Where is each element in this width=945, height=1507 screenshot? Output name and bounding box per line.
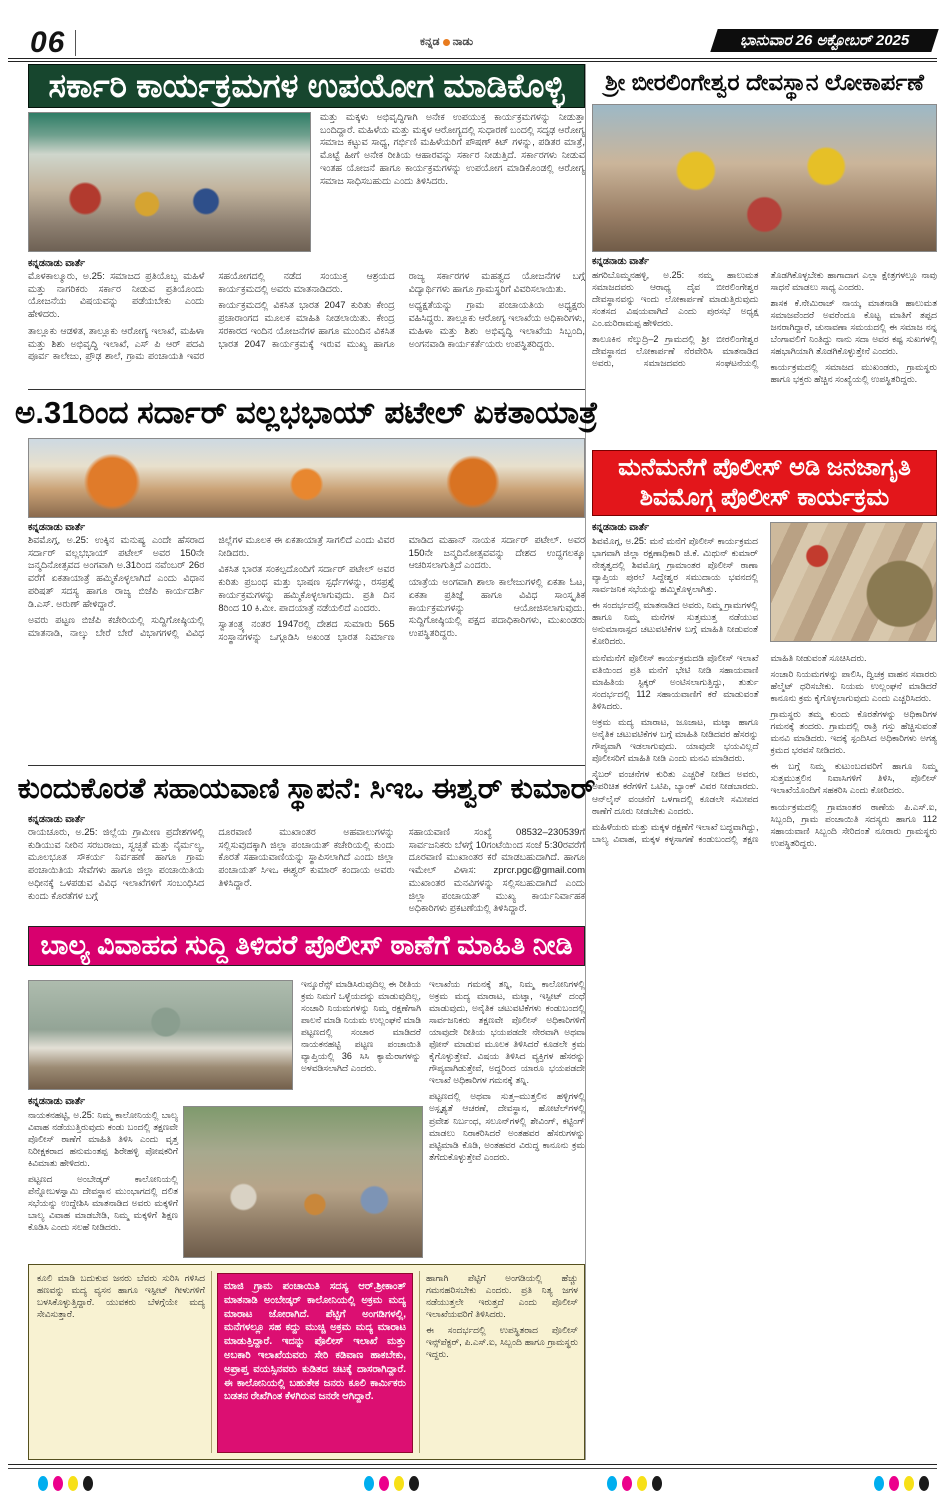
registration-dot-group — [874, 1476, 929, 1491]
body-paragraph: ಹಗರಿಬೊಮ್ಮನಹಳ್ಳಿ, ಅ.25: ನಮ್ಮ ಹಾಲುಮತ ಸಮಾಜದವರು ಆರಾಧ್ಯ ದೈವ ಬೀರಲಿಂಗೇಶ್ವರ ದೇವಸ್ಥಾನವನ್ನು ಇಂದು ಲೋಕಾರ್ಪಣೆ ಮಾಡುತ್ತಿರುವುದು ಸಂತಸದ ವಿಷಯವಾಗಿದೆ ಎಂದು ಪುರಸಭೆ ಅಧ್ಯಕ್ಷ ಎಂ.ಮರಿರಾಮಪ್ಪ ಹೇಳಿದರು. — [592, 270, 759, 329]
body-paragraph: ಮನೆಮನೆಗೆ ಪೊಲೀಸ್ ಕಾರ್ಯಕ್ರಮದಡಿ ಪೊಲೀಸ್ ಇಲಾಖೆ ವತಿಯಿಂದ ಪ್ರತಿ ಮನೆಗೆ ಭೇಟಿ ನೀಡಿ ಸಹಾಯವಾಣಿ ಮಾಹಿತಿಯ ಸ್ಟಿಕ್ಕರ್ ಅಂಟಿಸಲಾಗುತ್ತಿದ್ದು, ತುರ್ತು ಸಂದರ್ಭದಲ್ಲಿ 112 ಸಹಾಯವಾಣಿಗೆ ಕರೆ ಮಾಡುವಂತೆ ತಿಳಿಸಿದರು. — [592, 653, 759, 712]
news-agency-byline: ಕನ್ನಡನಾಡು ವಾರ್ತೆ — [28, 522, 86, 533]
body-paragraph: ಈ ಬಗ್ಗೆ ನಿಮ್ಮ ಕುಟುಂಬದವರಿಗೆ ಹಾಗೂ ನಿಮ್ಮ ಸುತ್ತಮುತ್ತಲಿನ ನಿವಾಸಿಗಳಿಗೆ ತಿಳಿಸಿ, ಪೊಲೀಸ್ ಇಲಾಖೆಯೊಂದಿಗೆ ಸಹಕರಿಸಿ ಎಂದು ಕೋರಿದರು. — [770, 761, 937, 796]
masthead — [420, 36, 473, 49]
news-agency-byline: ಕನ್ನಡನಾಡು ವಾರ್ತೆ — [592, 256, 650, 267]
news-agency-byline: ಕನ್ನಡನಾಡು ವಾರ್ತೆ — [28, 1096, 86, 1107]
black-dot-icon — [409, 1476, 419, 1491]
patel-yatra-body — [28, 522, 585, 762]
column-rule — [211, 1271, 212, 1453]
body-paragraph: ಇನ್ಶೂರೆನ್ಸ್ ಮಾಡಿಸಿರುವುದಿಲ್ಲ ಈ ರೀತಿಯ ಕ್ರಮ ನಿಮಗೆ ಒಳ್ಳೆಯದನ್ನು ಮಾಡುವುದಿಲ್ಲ, ಸಂಚಾರಿ ನಿಯಮಗಳನ್ನು ನಿಮ್ಮ ರಕ್ಷಣೆಗಾಗಿ ಪಾಲನೆ ಮಾಡಿ ನಿಯಮ ಉಲ್ಲಂಘನೆ ಮಾಡಿ ಪಟ್ಟಣದಲ್ಲಿ ಸಂಚಾರ ಮಾಡಿದರೆ ನಾಯಕನಹಟ್ಟಿ ಪಟ್ಟಣ ಪಂಚಾಯಿತಿ ವ್ಯಾಪ್ತಿಯಲ್ಲಿ 36 ಸಿಸಿ ಕ್ಯಾಮೆರಾಗಳನ್ನು ಅಳವಡಿಸಲಾಗಿದೆ ಎಂದರು. — [301, 979, 421, 1074]
magenta-dot-icon — [379, 1476, 389, 1491]
body-paragraph: ಪಟ್ಟಣದಲ್ಲಿ ಅಥವಾ ಸುತ್ತ–ಮುತ್ತಲಿನ ಹಳ್ಳಿಗಳಲ್ಲಿ ಅಸ್ಪೃಶ್ಯತೆ ಆಚರಣೆ, ದೇವಸ್ಥಾನ, ಹೋಟೆಲ್‌ಗಳಲ್ಲಿ ಪ್ರವೇಶ ನಿರ್ಬಂಧ, ಸಲೂನ್‌ಗಳಲ್ಲಿ ಶೇವಿಂಗ್, ಕಟ್ಟಿಂಗ್ ಮಾಡಲು ನಿರಾಕರಿಸಿದರೆ ಅಂತಹವರ ಹೆಸರುಗಳನ್ನು ಪಟ್ಟಿಮಾಡಿ ಕೊಡಿ, ಅಂತಹವರ ವಿರುದ್ಧ ಕಾನೂನು ಕ್ರಮ ತೆಗೆದುಕೊಳ್ಳುತ್ತೇವೆ ಎಂದರು. — [429, 1091, 585, 1162]
body-paragraph: ರಾಯಚೂರು, ಅ.25: ಜಿಲ್ಲೆಯ ಗ್ರಾಮೀಣ ಪ್ರದೇಶಗಳಲ್ಲಿ ಕುಡಿಯುವ ನೀರಿನ ಸರಬರಾಜು, ಸ್ವಚ್ಛತೆ ಮತ್ತು ನೈರ್ಮಲ್ಯ, ಮೂಲಭೂತ ಸೌಕರ್ಯ ನಿರ್ವಹಣೆ ಹಾಗೂ ಗ್ರಾಮ ಪಂಚಾಯಿತಿಯ ಸೇವೆಗಳು ಹಾಗೂ ಜಿಲ್ಲಾ ಪಂಚಾಯಿತಿಯ ಅಧೀನಕ್ಕೆ ಒಳಪಡುವ ವಿವಿಧ ಇಲಾಖೆಗಳಿಗೆ ಸಂಬಂಧಿಸಿದ ಕುಂದು ಕೊರತೆಗಳ ಬಗ್ಗೆ — [28, 827, 205, 902]
temple-headline: ಶ್ರೀ ಬೀರಲಿಂಗೇಶ್ವರ ದೇವಸ್ಥಾನ ಲೋಕಾರ್ಪಣೆ — [605, 68, 924, 95]
body-paragraph: ಕಾರ್ಯಕ್ರಮದಲ್ಲಿ ಸಮಾಜದ ಮುಖಂಡರು, ಗ್ರಾಮಸ್ಥರು ಹಾಗೂ ಭಕ್ತರು ಹೆಚ್ಚಿನ ಸಂಖ್ಯೆಯಲ್ಲಿ ಉಪಸ್ಥಿತರಿದ್ದರು. — [770, 362, 937, 385]
cyan-dot-icon — [364, 1476, 374, 1491]
news-agency-byline: ಕನ್ನಡನಾಡು ವಾರ್ತೆ — [592, 522, 650, 533]
black-dot-icon — [652, 1476, 662, 1491]
helpline-body — [28, 814, 585, 920]
body-paragraph: ದೂರವಾಣಿ ಮುಖಾಂತರ ಅಹವಾಲುಗಳನ್ನು ಸಲ್ಲಿಸುವುದಕ್ಕಾಗಿ ಜಿಲ್ಲಾ ಪಂಚಾಯತ್ ಕಚೇರಿಯಲ್ಲಿ ಕುಂದು ಕೊರತೆ ಸಹಾಯವಾಣಿಯನ್ನು ಸ್ಥಾಪಿಸಲಾಗಿದೆ ಎಂದು ಜಿಲ್ಲಾ ಪಂಚಾಯತ್ ಸಿಇಒ ಈಶ್ವರ್ ಕುಮಾರ್ ಕಂದಾಯ ಅವರು ತಿಳಿಸಿದ್ದಾರೆ. — [218, 827, 395, 889]
temple-body — [592, 256, 937, 446]
column-rule — [419, 1271, 420, 1453]
body-paragraph: ಹಾಗಾಗಿ ಪೆಟ್ಟಿಗೆ ಅಂಗಡಿಯಲ್ಲಿ ಹೆಚ್ಚು ಗಮನಹರಿಸಬೇಕು ಎಂದರು. ಪ್ರತಿ ನಿತ್ಯ ಜಗಳ ನಡೆಯುತ್ತಲೇ ಇರುತ್ತದೆ ಎಂದು ಪೊಲೀಸ್ ಇಲಾಖೆಯವರಿಗೆ ತಿಳಿಸಿದರು. — [426, 1273, 578, 1320]
body-paragraph: ಶಾಸಕ ಕೆ.ನೇಮಿರಾಜ್ ನಾಯ್ಕ ಮಾತನಾಡಿ ಹಾಲುಮತ ಸಮಾಜವೆಂದರೆ ಅವರೆಂದೂ ಕೊಟ್ಟ ಮಾತಿಗೆ ತಪ್ಪದ ಜನರಾಗಿದ್ದಾರೆ, ಚುನಾವಣಾ ಸಮಯದಲ್ಲಿ ಈ ಸಮಾಜ ನನ್ನ ಬೆಂಗಾವಲಿಗೆ ನಿಂತಿದ್ದು ನಾನು ಸದಾ ಅವರ ಕಷ್ಟ ಸುಖಗಳಲ್ಲಿ ಸಹಭಾಗಿಯಾಗಿ ತೊಡಗಿಕೊಳ್ಳುತ್ತೇನೆ ಎಂದರು. — [770, 298, 937, 357]
helpline-headline: ಕುಂದುಕೊರತೆ ಸಹಾಯವಾಣಿ ಸ್ಥಾಪನೆ: ಸಿಇಒ ಈಶ್ವರ್ ಕುಮಾರ್ — [17, 772, 596, 805]
govt-schemes-lead — [320, 112, 585, 254]
body-paragraph: ವಿಕಸಿತ ಭಾರತ ಸಂಕಲ್ಪದೊಂದಿಗೆ ಸರ್ದಾರ್ ಪಟೇಲ್ ಅವರ ಕುರಿತು ಪ್ರಬಂಧ ಮತ್ತು ಭಾಷಣ ಸ್ಪರ್ಧೆಗಳನ್ನು, ರಸಪ್ರಶ್ನೆ ಕಾರ್ಯಕ್ರಮಗಳನ್ನು ಹಮ್ಮಿಕೊಳ್ಳಲಾಗುವುದು. ಪ್ರತಿ ದಿನ 8ರಿಂದ 10 ಕಿ.ಮೀ. ಪಾದಯಾತ್ರೆ ನಡೆಯಲಿದೆ ಎಂದರು. — [218, 564, 395, 614]
cream-right-column — [426, 1272, 578, 1452]
body-paragraph: ಸ್ವಾತಂತ್ರ್ಯ ನಂತರ 1947ರಲ್ಲಿ ದೇಶದ ಸುಮಾರು 565 ಸಂಸ್ಥಾನಗಳನ್ನು ಒಗ್ಗೂಡಿಸಿ ಅಖಂಡ ಭಾರತ ನಿರ್ಮಾಣ ಮಾಡಿದ ಮಹಾನ್ ನಾಯಕ ಸರ್ದಾರ್ ಪಟೇಲ್. ಅವರ 150ನೇ ಜನ್ಮದಿನೋತ್ಸವವನ್ನು ದೇಶದ ಉದ್ದಗಲಕ್ಕೂ ಆಚರಿಸಲಾಗುತ್ತಿದೆ ಎಂದರು. — [218, 535, 585, 644]
body-paragraph: ಕಾರ್ಯಕ್ರಮದಲ್ಲಿ ಗ್ರಾಮಾಂತರ ಠಾಣೆಯ ಪಿ.ಎಸ್.ಐ, ಸಿಬ್ಬಂದಿ, ಗ್ರಾಮ ಪಂಚಾಯಿತಿ ಸದಸ್ಯರು ಹಾಗೂ 112 ಸಹಾಯವಾಣಿ ಸಿಬ್ಬಂದಿ ಸೇರಿದಂತೆ ನೂರಾರು ಗ್ರಾಮಸ್ಥರು ಉಪಸ್ಥಿತರಿದ್ದರು. — [770, 801, 937, 848]
yellow-dot-icon — [68, 1476, 78, 1491]
police-door-lead — [592, 535, 758, 651]
magenta-dot-icon — [889, 1476, 899, 1491]
masthead-right: ನಾಡು — [452, 36, 474, 48]
masthead-left: ಕನ್ನಡ — [420, 36, 440, 48]
temple-photo — [592, 104, 937, 252]
body-paragraph: ಸಹಾಯವಾಣಿ ಸಂಖ್ಯೆ 08532–230539ಗೆ ಸಾರ್ವಜನಿಕರು ಬೆಳಗ್ಗೆ 10ಗಂಟೆಯಿಂದ ಸಂಜೆ 5:30ರವರೆಗೆ ದೂರವಾಣಿ ಮುಖಾಂತರ ಕರೆ ಮಾಡಬಹುದಾಗಿದೆ. ಹಾಗೂ ಇಮೇಲ್ ವಿಳಾಸ: zprcr.pgc@gmail.com ಮುಖಾಂತರ ಮನವಿಗಳನ್ನು ಸಲ್ಲಿಸಬಹುದಾಗಿದೆ ಎಂದು ಜಿಲ್ಲಾ ಪಂಚಾಯತ್ ಮುಖ್ಯ ಕಾರ್ಯನಿರ್ವಾಹಕ ಅಧಿಕಾರಿಗಳು ಪ್ರಕಟಣೆಯಲ್ಲಿ ತಿಳಿಸಿದ್ದಾರೆ. — [408, 827, 585, 915]
govt-schemes-photo — [28, 112, 311, 252]
magenta-dot-icon — [53, 1476, 63, 1491]
header-rule — [8, 58, 937, 62]
body-paragraph: ಸೈಬರ್ ವಂಚನೆಗಳ ಕುರಿತು ಎಚ್ಚರಿಕೆ ನೀಡಿದ ಅವರು, ಅಪರಿಚಿತ ಕರೆಗಳಿಗೆ ಒಟಿಪಿ, ಬ್ಯಾಂಕ್ ವಿವರ ನೀಡಬಾರದು. ಆನ್‌ಲೈನ್ ವಂಚನೆಗೆ ಒಳಗಾದಲ್ಲಿ ಕೂಡಲೇ ಸಮೀಪದ ಠಾಣೆಗೆ ದೂರು ನೀಡಬೇಕು ಎಂದರು. — [592, 769, 759, 816]
body-paragraph: ಶಿವಮೊಗ್ಗ, ಅ.25: ಮನೆ ಮನೆಗೆ ಪೊಲೀಸ್ ಕಾರ್ಯಕ್ರಮದ ಭಾಗವಾಗಿ ಜಿಲ್ಲಾ ರಕ್ಷಣಾಧಿಕಾರಿ ಜಿ.ಕೆ. ಮಿಥುನ್ ಕುಮಾರ್ ನೇತೃತ್ವದಲ್ಲಿ ಶಿವಮೊಗ್ಗ ಗ್ರಾಮಾಂತರ ಪೊಲೀಸ್ ಠಾಣಾ ವ್ಯಾಪ್ತಿಯ ಪುರಲೆ ಸಿದ್ದೇಶ್ವರ ಸಮುದಾಯ ಭವನದಲ್ಲಿ ಸಾರ್ವಜನಿಕ ಸಭೆಯನ್ನು ಹಮ್ಮಿಕೊಳ್ಳಲಾಗಿತ್ತು. — [592, 536, 758, 595]
body-paragraph: ಮಹಿಳೆಯರು ಮತ್ತು ಮಕ್ಕಳ ರಕ್ಷಣೆಗೆ ಇಲಾಖೆ ಬದ್ಧವಾಗಿದ್ದು, ಬಾಲ್ಯ ವಿವಾಹ, ಮಕ್ಕಳ ಕಳ್ಳಸಾಗಣೆ ಕಂಡುಬಂದಲ್ಲಿ ತಕ್ಷಣ ಮಾಹಿತಿ ನೀಡುವಂತೆ ಸೂಚಿಸಿದರು. — [592, 653, 867, 844]
child-marriage-cream-box — [28, 1264, 585, 1460]
child-marriage-right-col — [429, 978, 585, 1260]
registration-dot-group — [607, 1476, 662, 1491]
child-marriage-crowd-photo — [183, 1106, 423, 1258]
police-sticker-photo — [770, 522, 937, 642]
cyan-dot-icon — [874, 1476, 884, 1491]
body-paragraph: ಸಂಚಾರಿ ನಿಯಮಗಳನ್ನು ಪಾಲಿಸಿ, ದ್ವಿಚಕ್ರ ವಾಹನ ಸವಾರರು ಹೆಲ್ಮೆಟ್ ಧರಿಸಬೇಕು. ನಿಯಮ ಉಲ್ಲಂಘನೆ ಮಾಡಿದರೆ ಕಾನೂನು ಕ್ರಮ ಕೈಗೊಳ್ಳಲಾಗುವುದು ಎಂದು ಎಚ್ಚರಿಸಿದರು. — [770, 669, 937, 704]
child-marriage-article — [28, 972, 585, 1462]
registration-dot-group — [38, 1476, 93, 1491]
yellow-dot-icon — [904, 1476, 914, 1491]
body-paragraph: ತಾಲೂಕಿನ ನೆಲ್ಕುದ್ರಿ–2 ಗ್ರಾಮದಲ್ಲಿ ಶ್ರೀ ಬೀರಲಿಂಗೇಶ್ವರ ದೇವಸ್ಥಾನದ ಲೋಕಾರ್ಪಣೆ ನೆರವೇರಿಸಿ ಮಾತನಾಡಿದ ಅವರು, ಸಮಾಜದವರು ಸಂಘಟನೆಯಲ್ಲಿ ತೊಡಗಿಕೊಳ್ಳಬೇಕು ಹಾಗಾದಾಗ ಎಲ್ಲಾ ಕ್ಷೇತ್ರಗಳಲ್ಲೂ ನಾವು ಸಾಧನೆ ಮಾಡಲು ಸಾಧ್ಯ ಎಂದರು. — [592, 270, 937, 369]
date-banner: ಭಾನುವಾರ 26 ಅಕ್ಟೋಬರ್ 2025 — [710, 29, 939, 52]
header-left — [30, 26, 76, 60]
cream-left-column — [37, 1272, 205, 1452]
police-door-body — [592, 652, 937, 1458]
masthead-dot-icon — [443, 39, 450, 46]
body-paragraph: ಅಧ್ಯಕ್ಷತೆಯನ್ನು ಗ್ರಾಮ ಪಂಚಾಯತಿಯ ಅಧ್ಯಕ್ಷರು ವಹಿಸಿದ್ದರು. ತಾಲ್ಲೂಕು ಆರೋಗ್ಯ ಇಲಾಖೆಯ ಅಧಿಕಾರಿಗಳು, ಮಹಿಳಾ ಮತ್ತು ಶಿಶು ಅಭಿವೃದ್ಧಿ ಇಲಾಖೆಯ ಸಿಬ್ಬಂದಿ, ಅಂಗನವಾಡಿ ಕಾರ್ಯಕರ್ತೆಯರು ಉಪಸ್ಥಿತರಿದ್ದರು. — [408, 300, 585, 350]
body-paragraph: ಅಕ್ರಮ ಮದ್ಯ ಮಾರಾಟ, ಜೂಜಾಟ, ಮಟ್ಕಾ ಹಾಗೂ ಅನೈತಿಕ ಚಟುವಟಿಕೆಗಳ ಬಗ್ಗೆ ಮಾಹಿತಿ ನೀಡಿದವರ ಹೆಸರನ್ನು ಗೌಪ್ಯವಾಗಿ ಇಡಲಾಗುವುದು. ಯಾವುದೇ ಭಯವಿಲ್ಲದೆ ಪೊಲೀಸರಿಗೆ ಮಾಹಿತಿ ನೀಡಿ ಎಂದು ಮನವಿ ಮಾಡಿದರು. — [592, 717, 759, 764]
yellow-dot-icon — [394, 1476, 404, 1491]
body-paragraph: ಈ ಸಂದರ್ಭದಲ್ಲಿ ಮಾತನಾಡಿದ ಅವರು, ನಿಮ್ಮ ಗ್ರಾಮಗಳಲ್ಲಿ ಹಾಗೂ ನಿಮ್ಮ ಮನೆಗಳ ಸುತ್ತಮುತ್ತ ನಡೆಯುವ ಅನುಮಾನಾಸ್ಪದ ಚಟುವಟಿಕೆಗಳ ಬಗ್ಗೆ ಮಾಹಿತಿ ನೀಡುವಂತೆ ಕೋರಿದರು. — [592, 600, 758, 647]
cyan-dot-icon — [607, 1476, 617, 1491]
body-paragraph: ಶಿವಮೊಗ್ಗ, ಅ.25: ಉಕ್ಕಿನ ಮನುಷ್ಯ ಎಂದೇ ಹೆಸರಾದ ಸರ್ದಾರ್ ವಲ್ಲಭಭಾಯ್ ಪಟೇಲ್ ಅವರ 150ನೇ ಜನ್ಮದಿನೋತ್ಸವದ ಅಂಗವಾಗಿ ಅ.31ರಿಂದ ನವೆಂಬರ್ 26ರ ವರೆಗೆ ಏಕತಾಯಾತ್ರೆ ಹಮ್ಮಿಕೊಳ್ಳಲಾಗಿದೆ ಎಂದು ವಿಧಾನ ಪರಿಷತ್ ಸದಸ್ಯ ಹಾಗೂ ರಾಜ್ಯ ಬಿಜೆಪಿ ಕಾರ್ಯದರ್ಶಿ ಡಿ.ಎಸ್. ಅರುಣ್ ಹೇಳಿದ್ದಾರೆ. — [28, 535, 205, 610]
registration-marks — [0, 1476, 945, 1496]
registration-dot-group — [364, 1476, 419, 1491]
patel-yatra-photo — [28, 438, 585, 518]
police-door-article — [592, 522, 937, 1460]
patel-yatra-headline: ಅ.31ರಿಂದ ಸರ್ದಾರ್ ವಲ್ಲಭಭಾಯ್ ಪಟೇಲ್ ಏಕತಾಯಾತ್ರೆ — [14, 394, 599, 430]
cyan-dot-icon — [38, 1476, 48, 1491]
article-rule — [28, 765, 585, 766]
body-paragraph: ಗ್ರಾಮಸ್ಥರು ತಮ್ಮ ಕುಂದು ಕೊರತೆಗಳನ್ನು ಅಧಿಕಾರಿಗಳ ಗಮನಕ್ಕೆ ತಂದರು. ಗ್ರಾಮದಲ್ಲಿ ರಾತ್ರಿ ಗಸ್ತು ಹೆಚ್ಚಿಸುವಂತೆ ಮನವಿ ಮಾಡಿದರು. ಇದಕ್ಕೆ ಸ್ಪಂದಿಸಿದ ಅಧಿಕಾರಿಗಳು ಅಗತ್ಯ ಕ್ರಮದ ಭರವಸೆ ನೀಡಿದರು. — [770, 709, 937, 756]
body-paragraph: ಈ ಸಂದರ್ಭದಲ್ಲಿ ಉಪಸ್ಥಿತರಾದ ಪೊಲೀಸ್ ಇನ್ಸ್‌ಪೆಕ್ಟರ್, ಪಿ.ಎಸ್.ಐ, ಸಿಬ್ಬಂದಿ ಹಾಗೂ ಗ್ರಾಮಸ್ಥರು ಇದ್ದರು. — [426, 1325, 578, 1360]
body-paragraph: ನಾಯಕನಹಟ್ಟಿ, ಅ.25: ನಿಮ್ಮ ಕಾಲೋನಿಯಲ್ಲಿ ಬಾಲ್ಯ ವಿವಾಹ ನಡೆಯುತ್ತಿರುವುದು ಕಂಡು ಬಂದಲ್ಲಿ ತಕ್ಷಣವೇ ಪೊಲೀಸ್ ಠಾಣೆಗೆ ಮಾಹಿತಿ ತಿಳಿಸಿ ಎಂದು ವೃತ್ತ ನಿರೀಕ್ಷಕರಾದ ಹನುಮಂತಪ್ಪ ಶಿರೇಹಳ್ಳಿ ಪೋಷಕರಿಗೆ ಕಿವಿಮಾತು ಹೇಳಿದರು. — [28, 1110, 178, 1169]
black-dot-icon — [919, 1476, 929, 1491]
body-paragraph: ಪಟ್ಟಣದ ಅಂಬೇಡ್ಕರ್ ಕಾಲೋನಿಯಲ್ಲಿ ಪೆನ್ನೋಬಳಸ್ವಾಮಿ ದೇವಸ್ಥಾನ ಮುಂಭಾಗದಲ್ಲಿ ದಲಿತ ಸಭೆಯನ್ನು ಉದ್ದೇಶಿಸಿ ಮಾತನಾಡಿದ ಅವರು ಮಕ್ಕಳಿಗೆ ಬಾಲ್ಯ ವಿವಾಹ ಮಾಡಬೇಡಿ, ನಿಮ್ಮ ಮಕ್ಕಳಿಗೆ ಶಿಕ್ಷಣ ಕೊಡಿಸಿ ಎಂದು ಸಲಹೆ ನೀಡಿದರು. — [28, 1174, 178, 1233]
magenta-dot-icon — [622, 1476, 632, 1491]
child-marriage-headline: ಬಾಲ್ಯ ವಿವಾಹದ ಸುದ್ದಿ ತಿಳಿದರೆ ಪೊಲೀಸ್ ಠಾಣೆಗೆ ಮಾಹಿತಿ ನೀಡಿ — [28, 926, 585, 966]
news-agency-byline: ಕನ್ನಡನಾಡು ವಾರ್ತೆ — [28, 258, 86, 269]
body-paragraph: ಮೊಳಕಾಲ್ಮೂರು, ಅ.25: ಸಮಾಜದ ಪ್ರತಿಯೊಬ್ಬ ಮಹಿಳೆ ಮತ್ತು ನಾಗರಿಕರು ಸರ್ಕಾರ ನೀಡುವ ಪ್ರತಿಯೊಂದು ಯೋಜನೆಯ ವಿಷಯವನ್ನು ಪಡೆಯಬೇಕು ಎಂದು ಹೇಳಿದರು. — [28, 271, 205, 321]
police-door-headline: ಮನೆಮನೆಗೆ ಪೊಲೀಸ್ ಅಡಿ ಜನಜಾಗೃತಿ ಶಿವಮೊಗ್ಗ ಪೊಲೀಸ್ ಕಾರ್ಯಕ್ರಮ — [592, 450, 937, 516]
news-agency-byline: ಕನ್ನಡನಾಡು ವಾರ್ತೆ — [28, 814, 86, 825]
child-marriage-speech-photo — [28, 980, 293, 1090]
black-dot-icon — [83, 1476, 93, 1491]
body-paragraph: ತಾಲ್ಲೂಕು ಆಡಳಿತ, ತಾಲ್ಲೂಕು ಆರೋಗ್ಯ ಇಲಾಖೆ, ಮಹಿಳಾ ಮತ್ತು ಶಿಶು ಅಭಿವೃದ್ಧಿ ಇಲಾಖೆ, ಎಸ್ ಪಿ ಆರ್ ಪದವಿ ಪೂರ್ವ ಕಾಲೇಜು, ಪ್ರೌಢ ಶಾಲೆ, ಗ್ರಾಮ ಪಂಚಾಯತಿ ಇವರ ಸಹಯೋಗದಲ್ಲಿ ನಡೆದ ಸಂಯುಕ್ತ ಆಶ್ರಯದ ಕಾರ್ಯಕ್ರಮದಲ್ಲಿ ಅವರು ಮಾತನಾಡಿದರು. — [28, 271, 395, 363]
header-divider — [75, 30, 76, 56]
body-paragraph: ಮಾಜಿ ಗ್ರಾಮ ಪಂಚಾಯಿತಿ ಸದಸ್ಯ ಆರ್.ಶ್ರೀಕಾಂತ್ ಮಾತನಾಡಿ ಅಂಬೇಡ್ಕರ್ ಕಾಲೋನಿಯಲ್ಲಿ ಅಕ್ರಮ ಮದ್ಯ ಮಾರಾಟ ಜೋರಾಗಿದೆ. ಪೆಟ್ಟಿಗೆ ಅಂಗಡಿಗಳಲ್ಲಿ, ಮನೆಗಳಲ್ಲೂ ಸಹ ಕದ್ದು ಮುಚ್ಚಿ ಅಕ್ರಮ ಮದ್ಯ ಮಾರಾಟ ಮಾಡುತ್ತಿದ್ದಾರೆ. ಇದನ್ನು ಪೊಲೀಸ್ ಇಲಾಖೆ ಮತ್ತು ಅಬಕಾರಿ ಇಲಾಖೆಯವರು ಸೇರಿ ಕಡಿವಾಣ ಹಾಕಬೇಕು, ಅಪ್ರಾಪ್ತ ವಯಸ್ಸಿನವರು ಕುಡಿತದ ಚಟಕ್ಕೆ ದಾಸರಾಗಿದ್ದಾರೆ. ಈ ಕಾಲೋನಿಯಲ್ಲಿ ಬಹುತೇಕ ಜನರು ಕೂಲಿ ಕಾರ್ಮಿಕರು ಬಡತನ ರೇಖೆಗಿಂತ ಕೆಳಗಿರುವ ಜನರೇ ಆಗಿದ್ದಾರೆ. — [224, 1281, 406, 1403]
child-marriage-left-col — [28, 1096, 178, 1260]
section-divider — [585, 64, 586, 1460]
body-paragraph: ಅವರು ಪಟ್ಟಣ ಬಿಜೆಪಿ ಕಚೇರಿಯಲ್ಲಿ ಸುದ್ದಿಗೋಷ್ಠಿಯಲ್ಲಿ ಮಾತನಾಡಿ, ನಾಲ್ಕು ಬೇರೆ ಬೇರೆ ವಿಭಾಗಗಳಲ್ಲಿ ವಿವಿಧ ಜಿಲ್ಲೆಗಳ ಮೂಲಕ ಈ ಏಕತಾಯಾತ್ರೆ ಸಾಗಲಿದೆ ಎಂದು ವಿವರ ನೀಡಿದರು. — [28, 535, 395, 640]
page-number: 06 — [30, 26, 66, 59]
child-marriage-mid-col — [301, 978, 421, 1104]
govt-schemes-body — [28, 258, 585, 386]
body-paragraph: ಕೂಲಿ ಮಾಡಿ ಬದುಕುವ ಜನರು ಬೆವರು ಸುರಿಸಿ ಗಳಿಸಿದ ಹಣವನ್ನು ಮದ್ಯ ವ್ಯಸನ ಹಾಗೂ ಇಸ್ಪೀಟ್ ಗೀಳುಗಳಿಗೆ ಬಳಸಿಕೊಳ್ಳುತ್ತಿದ್ದಾರೆ. ಯುವಕರು ಬೆಳಗ್ಗೆಯೇ ಮದ್ಯ ಸೇವಿಸುತ್ತಾರೆ. — [37, 1273, 205, 1320]
body-paragraph: ಯಾತ್ರೆಯ ಅಂಗವಾಗಿ ಶಾಲಾ ಕಾಲೇಜುಗಳಲ್ಲಿ ಏಕತಾ ಓಟ, ಏಕತಾ ಪ್ರತಿಜ್ಞೆ ಹಾಗೂ ವಿವಿಧ ಸಾಂಸ್ಕೃತಿಕ ಕಾರ್ಯಕ್ರಮಗಳನ್ನು ಆಯೋಜಿಸಲಾಗುವುದು. ಸುದ್ದಿಗೋಷ್ಠಿಯಲ್ಲಿ ಪಕ್ಷದ ಪದಾಧಿಕಾರಿಗಳು, ಮುಖಂಡರು ಉಪಸ್ಥಿತರಿದ್ದರು. — [408, 577, 585, 640]
yellow-dot-icon — [637, 1476, 647, 1491]
body-paragraph: ಮತ್ತು ಮಕ್ಕಳು ಅಭಿವೃದ್ಧಿಗಾಗಿ ಅನೇಕ ಉಪಯುಕ್ತ ಕಾರ್ಯಕ್ರಮಗಳನ್ನು ನೀಡುತ್ತಾ ಬಂದಿದ್ದಾರೆ. ಮಹಿಳೆಯ ಮತ್ತು ಮಕ್ಕಳ ಆರೋಗ್ಯದಲ್ಲಿ ಸುಧಾರಣೆ ಬಂದಲ್ಲಿ ಸದೃಢ ಆರೋಗ್ಯ ಸಮಾಜ ಕಟ್ಟುವ ಸಾಧ್ಯ, ಗರ್ಭಿಣಿ ಮಹಿಳೆಯರಿಗೆ ಪೌಷಣ್ ಕಿಟ್ ಗಳನ್ನು, ಪಡಿತರ ಮಾತ್ರೆ, ಮೊಟ್ಟೆ ಹೀಗೆ ಅನೇಕ ರೀತಿಯ ಆಹಾರವನ್ನು ಸರ್ಕಾರ ನೀಡುತ್ತಿದೆ. ಸರ್ಕಾರಗಳು ನೀಡುವ ಇಂತಹ ಯೋಜನೆ ಹಾಗೂ ಕಾರ್ಯಕ್ರಮಗಳನ್ನು ಉಪಯೋಗ ಮಾಡಿಕೊಂಡಲ್ಲಿ ಆರೋಗ್ಯ ಸಮಾಜ ಸಾಧಿಸಬಹುದು ಎಂದು ತಿಳಿಸಿದರು. — [320, 112, 585, 187]
body-paragraph: ಇಲಾಖೆಯ ಗಮನಕ್ಕೆ ತನ್ನಿ, ನಿಮ್ಮ ಕಾಲೋನಿಗಳಲ್ಲಿ ಅಕ್ರಮ ಮದ್ಯ ಮಾರಾಟ, ಮಟ್ಕಾ, ಇಸ್ಪೀಟ್ ದಂಧೆ ಮಾಡುವುದು, ಅನೈತಿಕ ಚಟುವಟಿಕೆಗಳು ಕಂಡುಬಂದಲ್ಲಿ ಸಾರ್ವಜನಿಕರು ತಕ್ಷಣವೇ ಪೊಲೀಸ್ ಅಧಿಕಾರಿಗಳಿಗೆ ಯಾವುದೇ ರೀತಿಯ ಭಯಪಡದೇ ನೇರವಾಗಿ ಅಥವಾ ಫೋನ್ ಮಾಡುವ ಮೂಲಕ ತಿಳಿಸಿದರೆ ಕೂಡಲೇ ಕ್ರಮ ಕೈಗೊಳ್ಳುತ್ತೇವೆ. ವಿಷಯ ತಿಳಿಸಿದ ವ್ಯಕ್ತಿಗಳ ಹೆಸರನ್ನು ಗೌಪ್ಯವಾಗಿಡುತ್ತೇವೆ, ಅದ್ದರಿಂದ ಯಾರೂ ಭಯಪಡದೇ ಇಲಾಖೆ ಅಧಿಕಾರಿಗಳ ಗಮನಕ್ಕೆ ತನ್ನಿ. — [429, 979, 585, 1086]
footer-rule — [8, 1464, 937, 1469]
body-paragraph: ಕಾರ್ಯಕ್ರಮದಲ್ಲಿ ವಿಕಸಿತ ಭಾರತ 2047 ಕುರಿತು ಕೇಂದ್ರ ಪ್ರಚಾರಾಂಗದ ಮೂಲಕ ಮಾಹಿತಿ ನೀಡಲಾಯಿತು. ಕೇಂದ್ರ ಸರಕಾರದ ಇಂದಿನ ಯೋಜನೆಗಳ ಹಾಗೂ ಮುಂದಿನ ವಿಕಸಿತ ಭಾರತ 2047 ಕಾರ್ಯಕ್ರಮಕ್ಕೆ ಇರುವ ಮುಖ್ಯ ಹಾಗೂ ರಾಜ್ಯ ಸರ್ಕಾರಗಳ ಮಹತ್ವದ ಯೋಜನೆಗಳ ಬಗ್ಗೆ ವಿದ್ಯಾರ್ಥಿಗಳು ಹಾಗೂ ಗ್ರಾಮಸ್ಥರಿಗೆ ವಿವರಿಸಲಾಯಿತು. — [218, 271, 585, 350]
govt-schemes-headline: ಸರ್ಕಾರಿ ಕಾರ್ಯಕ್ರಮಗಳ ಉಪಯೋಗ ಮಾಡಿಕೊಳ್ಳಿ — [28, 64, 585, 108]
quote-box — [217, 1273, 413, 1453]
article-rule — [28, 389, 585, 390]
